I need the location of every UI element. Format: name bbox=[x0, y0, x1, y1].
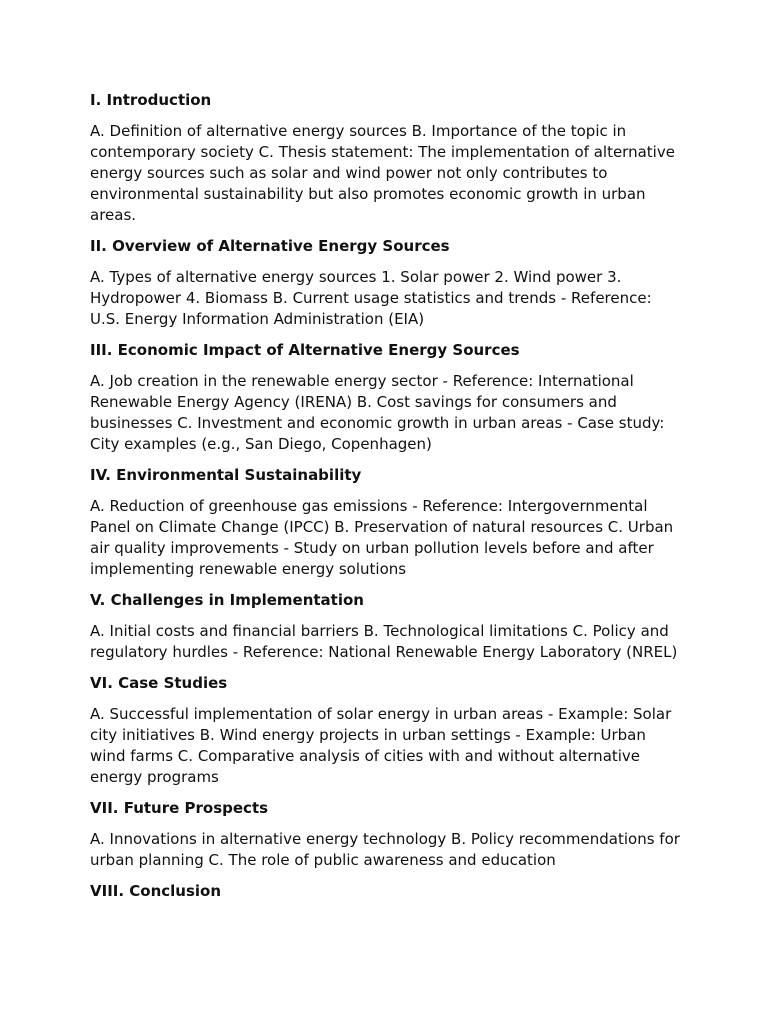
section-environmental-sustainability bbox=[90, 465, 682, 580]
section-conclusion bbox=[90, 881, 682, 902]
section-body: A. Definition of alternative energy sources B. Importance of the topic in contemporary society C. Thesis statement: The implementation of alternative energy sources such as solar and wind power not only contributes to environmental sustainability but also promotes economic growth in urban areas. bbox=[90, 122, 675, 224]
section-heading: VI. Case Studies bbox=[90, 674, 228, 692]
section-heading: VII. Future Prospects bbox=[90, 799, 269, 817]
section-overview bbox=[90, 236, 682, 330]
section-heading: VIII. Conclusion bbox=[90, 882, 222, 900]
section-economic-impact bbox=[90, 340, 682, 455]
section-challenges bbox=[90, 590, 682, 663]
section-body: A. Job creation in the renewable energy sector - Reference: International Renewable Energy Agency (IRENA) B. Cost savings for consumers and businesses C. Investment and economic growth in urban areas - Case study: City examples (e.g., San Diego, Copenhagen) bbox=[90, 372, 665, 453]
section-body: A. Initial costs and financial barriers B. Technological limitations C. Policy and regulatory hurdles - Reference: National Renewable Energy Laboratory (NREL) bbox=[90, 622, 678, 661]
section-body: A. Types of alternative energy sources 1. Solar power 2. Wind power 3. Hydropower 4. Biomass B. Current usage statistics and trends - Reference: U.S. Energy Information Administration (EIA) bbox=[90, 268, 652, 328]
section-introduction bbox=[90, 90, 682, 226]
section-case-studies bbox=[90, 673, 682, 788]
document-page bbox=[90, 90, 682, 912]
section-body: A. Reduction of greenhouse gas emissions - Reference: Intergovernmental Panel on Climate Change (IPCC) B. Preservation of natural resources C. Urban air quality improvements - Study on urban pollution levels before and after implementing renewable energy solutions bbox=[90, 497, 674, 578]
section-heading: IV. Environmental Sustainability bbox=[90, 466, 362, 484]
section-heading: II. Overview of Alternative Energy Sources bbox=[90, 237, 450, 255]
section-heading: III. Economic Impact of Alternative Energy Sources bbox=[90, 341, 520, 359]
section-future-prospects bbox=[90, 798, 682, 871]
section-body: A. Innovations in alternative energy technology B. Policy recommendations for urban planning C. The role of public awareness and education bbox=[90, 830, 680, 869]
section-body: A. Successful implementation of solar energy in urban areas - Example: Solar city initiatives B. Wind energy projects in urban settings - Example: Urban wind farms C. Comparative analysis of cities with and without alternative energy programs bbox=[90, 705, 672, 786]
section-heading: V. Challenges in Implementation bbox=[90, 591, 364, 609]
section-heading: I. Introduction bbox=[90, 91, 212, 109]
